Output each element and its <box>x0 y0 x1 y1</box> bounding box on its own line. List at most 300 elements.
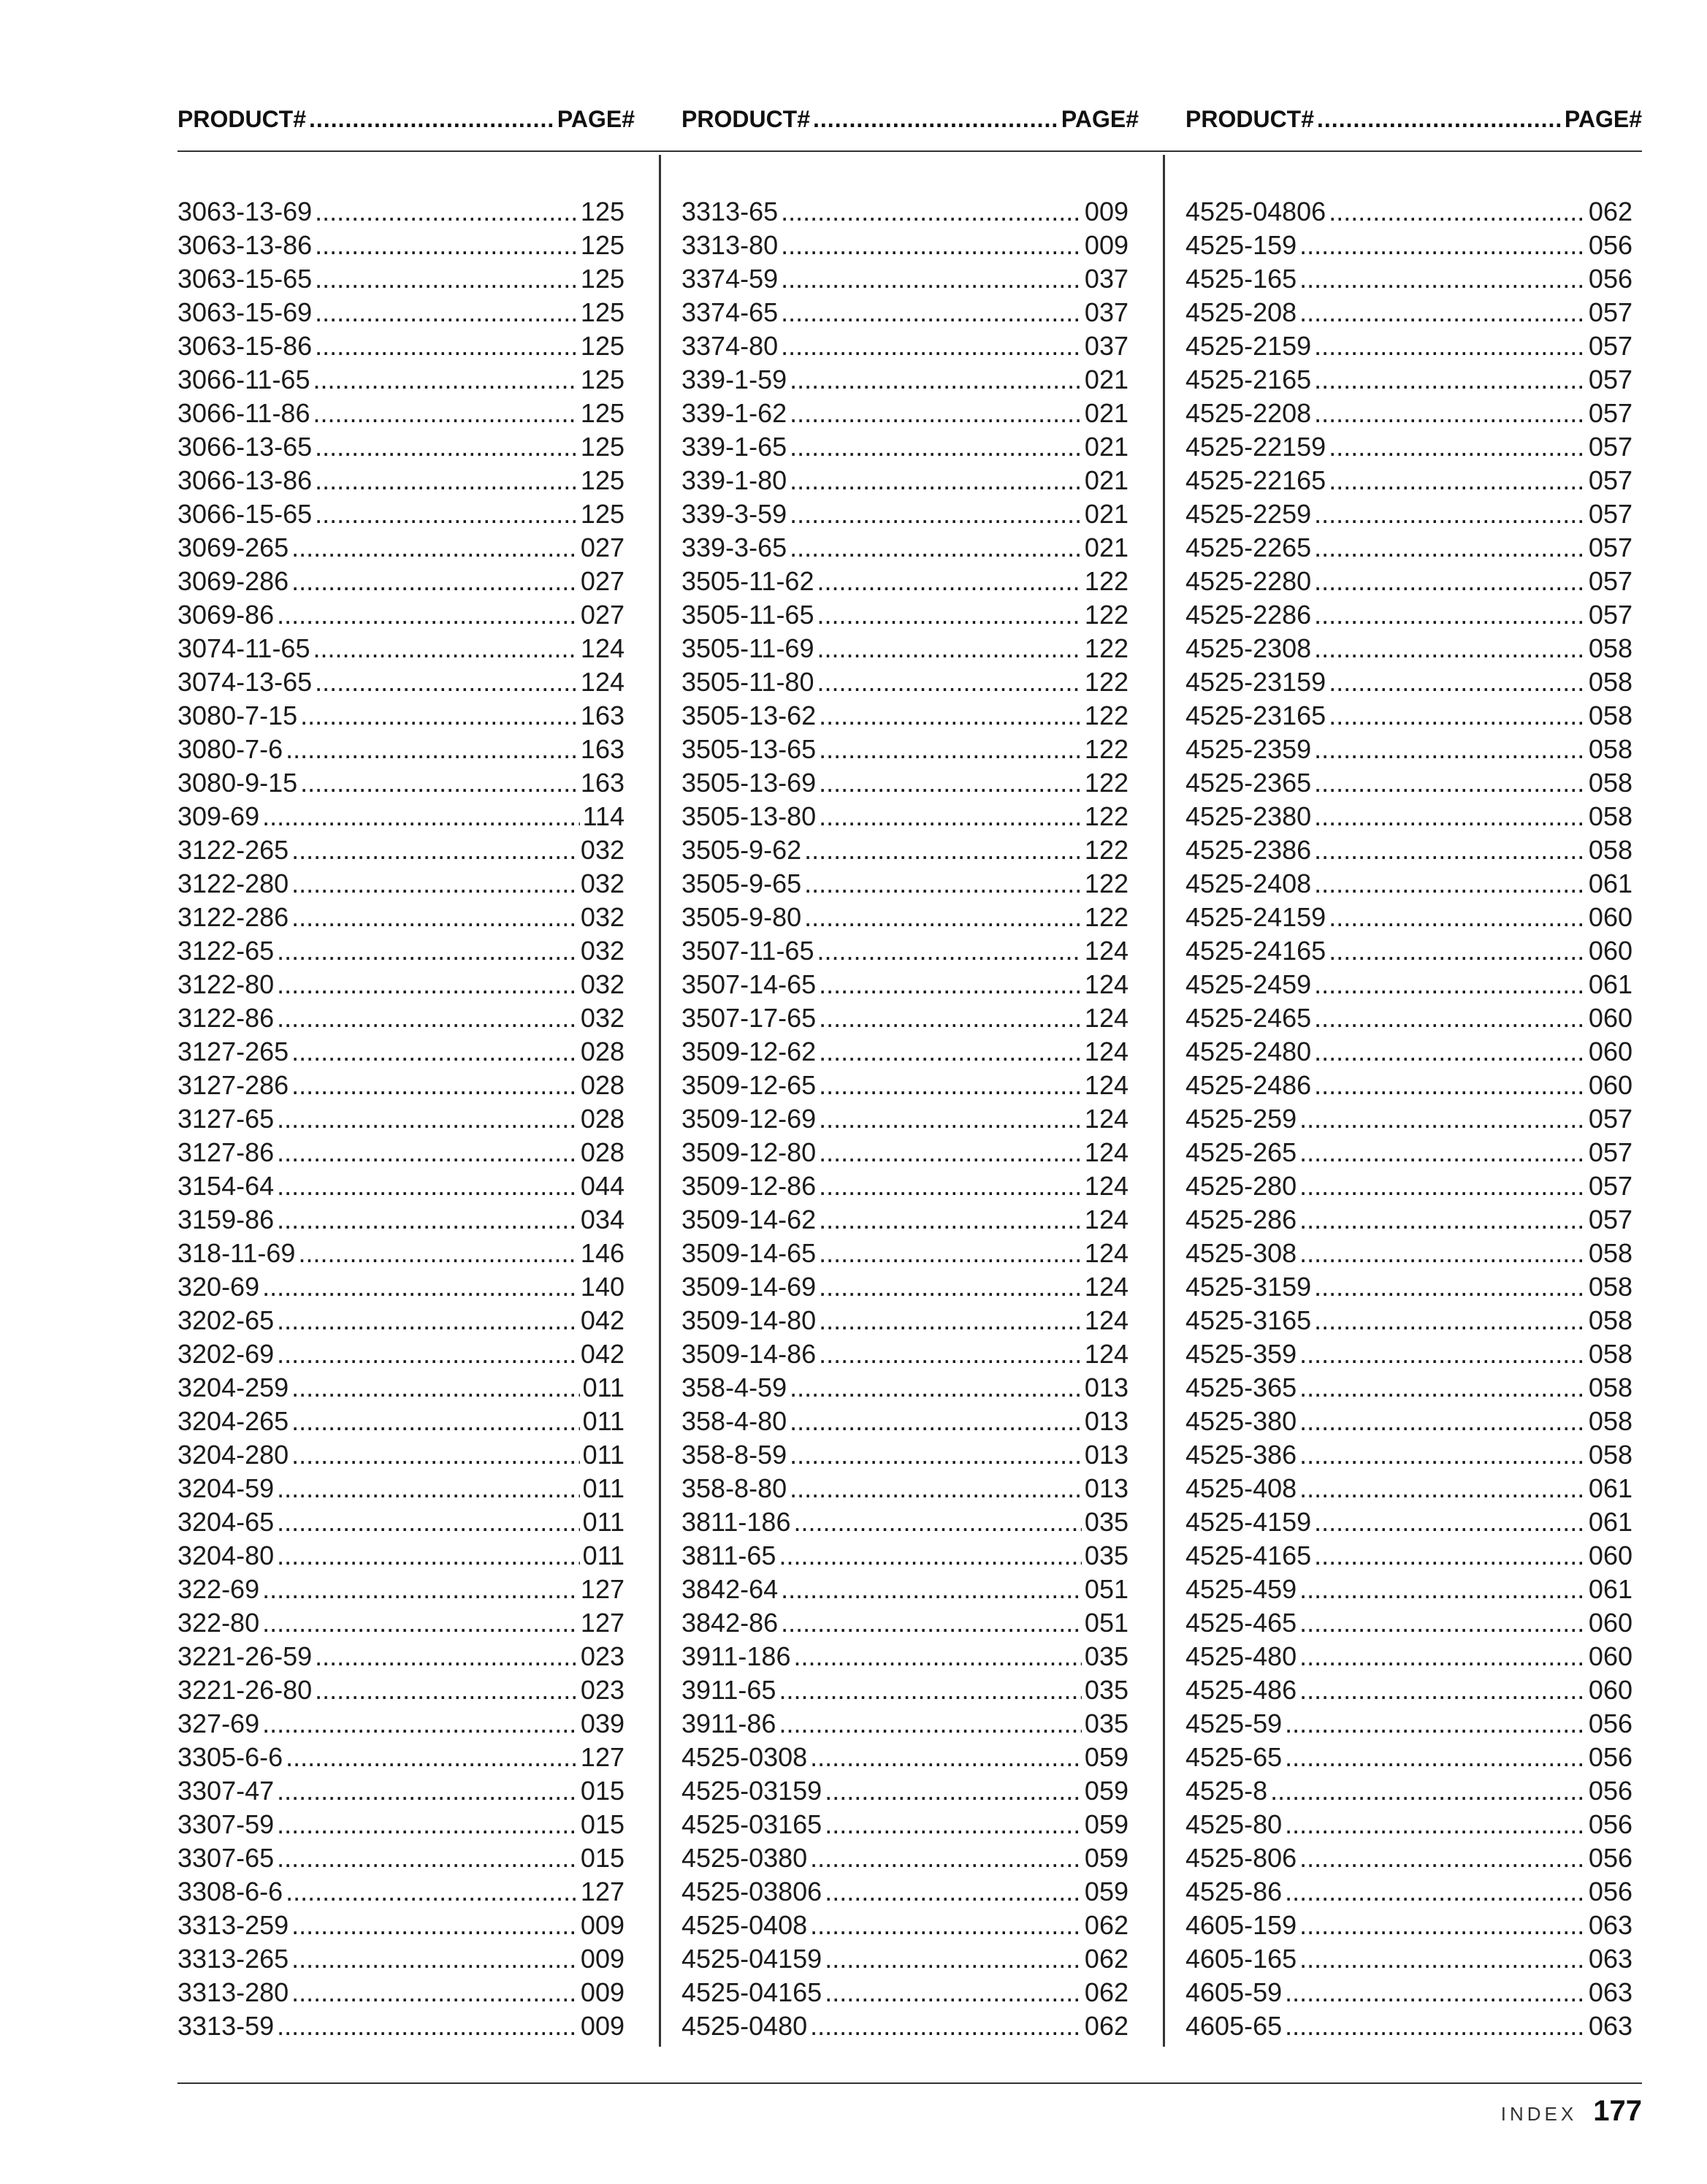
index-entry <box>1185 430 1632 464</box>
index-entry <box>1185 1673 1632 1707</box>
product-number: 3063-15-69 <box>177 297 313 327</box>
product-number: 4525-465 <box>1185 1608 1297 1638</box>
leader-dots <box>790 363 1082 397</box>
product-number: 3202-65 <box>177 1305 275 1335</box>
product-number: 322-69 <box>177 1574 260 1604</box>
leader-dots <box>313 363 577 397</box>
index-entry <box>681 329 1129 363</box>
product-number: 4525-259 <box>1185 1104 1297 1134</box>
product-number: 358-4-80 <box>681 1406 787 1436</box>
product-number: 4525-24159 <box>1185 902 1326 932</box>
product-number: 3505-13-62 <box>681 700 817 730</box>
page-reference: 009 <box>1084 196 1129 226</box>
leader-dots <box>779 1707 1081 1741</box>
product-number: 4525-380 <box>1185 1406 1297 1436</box>
product-number: 3122-286 <box>177 902 289 932</box>
index-entry <box>1185 733 1632 766</box>
page-reference: 057 <box>1588 398 1632 428</box>
page-reference: 163 <box>580 734 625 764</box>
page-reference: 057 <box>1588 432 1632 462</box>
page-reference: 013 <box>1084 1372 1129 1402</box>
page-reference: 125 <box>580 297 625 327</box>
index-entry <box>1185 1741 1632 1774</box>
product-number: 4605-159 <box>1185 1910 1297 1940</box>
product-number: 3204-259 <box>177 1372 289 1402</box>
leader-dots <box>315 229 578 262</box>
leader-dots <box>1329 934 1586 968</box>
index-entry <box>681 733 1129 766</box>
leader-dots <box>1329 195 1586 229</box>
page-reference: 023 <box>580 1675 625 1705</box>
product-number: 3204-65 <box>177 1507 275 1537</box>
index-entry <box>1185 531 1632 565</box>
index-entry <box>681 1942 1129 1976</box>
page-number-heading: PAGE# <box>1061 105 1139 132</box>
index-entry <box>1185 1270 1632 1304</box>
leader-dots <box>1314 1069 1586 1102</box>
product-number: 339-3-59 <box>681 499 787 529</box>
leader-dots <box>277 1841 578 1875</box>
product-number: 4525-2208 <box>1185 398 1312 428</box>
product-number: 3505-9-65 <box>681 868 802 898</box>
product-number: 3509-14-80 <box>681 1305 817 1335</box>
page-reference: 059 <box>1084 1776 1129 1806</box>
index-entry <box>681 1371 1129 1405</box>
product-number: 3374-59 <box>681 264 779 294</box>
index-entry <box>1185 1875 1632 1909</box>
page-reference: 028 <box>580 1070 625 1100</box>
index-entry <box>177 833 625 867</box>
leader-dots <box>810 1741 1082 1774</box>
leader-dots <box>1299 1841 1586 1875</box>
page-reference: 125 <box>580 196 625 226</box>
leader-dots <box>781 1573 1082 1606</box>
index-entry <box>681 1673 1129 1707</box>
product-number-heading: PRODUCT# <box>1185 105 1315 132</box>
product-number: 3202-69 <box>177 1339 275 1369</box>
page-reference: 057 <box>1588 1137 1632 1167</box>
product-number: 4525-0380 <box>681 1843 808 1873</box>
index-entry <box>1185 464 1632 497</box>
index-entry <box>681 1035 1129 1069</box>
index-entry <box>177 195 625 229</box>
page-reference: 021 <box>1084 532 1129 562</box>
index-entry <box>1185 867 1632 901</box>
page-reference: 009 <box>580 2011 625 2041</box>
page-reference: 035 <box>1084 1675 1129 1705</box>
index-entry <box>177 699 625 733</box>
index-column-2 <box>681 195 1129 2043</box>
leader-dots <box>315 1640 578 1673</box>
page-reference: 011 <box>582 1406 625 1436</box>
leader-dots <box>819 1337 1082 1371</box>
page-reference: 021 <box>1084 499 1129 529</box>
product-number: 4525-3159 <box>1185 1272 1312 1302</box>
index-entry <box>681 1337 1129 1371</box>
leader-dots <box>262 1707 578 1741</box>
page-reference: 124 <box>1084 1305 1129 1335</box>
index-entry <box>177 1774 625 1808</box>
page-reference: 056 <box>1588 1776 1632 1806</box>
index-entry <box>1185 329 1632 363</box>
page-reference: 009 <box>580 1977 625 2007</box>
page-reference: 122 <box>1084 902 1129 932</box>
leader-dots <box>804 833 1082 867</box>
leader-dots <box>1299 262 1586 296</box>
index-entry <box>681 934 1129 968</box>
index-entry <box>177 464 625 497</box>
page-reference: 063 <box>1588 2011 1632 2041</box>
leader-dots <box>277 1337 578 1371</box>
leader-dots <box>291 1405 579 1438</box>
leader-dots <box>1314 800 1586 833</box>
product-number: 358-8-80 <box>681 1473 787 1503</box>
index-entry <box>1185 1237 1632 1270</box>
page-reference: 062 <box>1084 2011 1129 2041</box>
page-reference: 124 <box>1084 1104 1129 1134</box>
leader-dots <box>277 1774 578 1808</box>
index-entry <box>681 1505 1129 1539</box>
product-number: 4525-24165 <box>1185 936 1326 966</box>
product-number: 4525-03159 <box>681 1776 822 1806</box>
product-number: 4525-4159 <box>1185 1507 1312 1537</box>
index-entry <box>1185 1169 1632 1203</box>
leader-dots <box>277 1102 578 1136</box>
index-entry <box>177 296 625 329</box>
product-number: 3063-13-86 <box>177 230 313 260</box>
page-reference: 061 <box>1588 1473 1632 1503</box>
index-entry <box>177 430 625 464</box>
product-number: 4525-22159 <box>1185 432 1326 462</box>
leader-dots <box>825 1774 1082 1808</box>
page-reference: 057 <box>1588 1104 1632 1134</box>
index-entry <box>1185 497 1632 531</box>
index-entry <box>177 1875 625 1909</box>
index-entry <box>681 598 1129 632</box>
index-entry <box>681 1573 1129 1606</box>
leader-dots <box>315 262 578 296</box>
leader-dots <box>300 766 578 800</box>
page-reference: 015 <box>580 1776 625 1806</box>
page-reference: 057 <box>1588 1171 1632 1201</box>
index-entry <box>681 1102 1129 1136</box>
page-reference: 058 <box>1588 1406 1632 1436</box>
page-reference: 058 <box>1588 734 1632 764</box>
index-entry <box>681 531 1129 565</box>
leader-dots <box>1314 1270 1586 1304</box>
product-number-heading: PRODUCT# <box>681 105 811 132</box>
leader-dots <box>1299 1573 1586 1606</box>
index-entry <box>1185 1405 1632 1438</box>
page-reference: 063 <box>1588 1910 1632 1940</box>
index-entry <box>177 1606 625 1640</box>
page-reference: 146 <box>580 1238 625 1268</box>
page-reference: 011 <box>582 1540 625 1570</box>
index-entry <box>177 1841 625 1875</box>
leader-dots <box>1314 565 1586 598</box>
index-entry <box>681 1304 1129 1337</box>
leader-dots <box>1314 363 1586 397</box>
leader-dots <box>277 1472 579 1505</box>
index-entry <box>1185 1001 1632 1035</box>
section-label: INDEX <box>1500 2103 1578 2125</box>
page-reference: 009 <box>1084 230 1129 260</box>
index-entry <box>177 1505 625 1539</box>
index-entry <box>681 1203 1129 1237</box>
product-number: 3307-65 <box>177 1843 275 1873</box>
leader-dots <box>1314 1035 1586 1069</box>
leader-dots <box>315 665 578 699</box>
index-entry <box>177 1337 625 1371</box>
index-entry <box>1185 397 1632 430</box>
leader-dots <box>1314 766 1586 800</box>
leader-dots <box>817 934 1081 968</box>
product-number: 3127-286 <box>177 1070 289 1100</box>
index-entry <box>681 229 1129 262</box>
index-entry <box>681 1539 1129 1573</box>
page-reference: 061 <box>1588 868 1632 898</box>
leader-dots <box>790 1405 1082 1438</box>
page-reference: 060 <box>1588 1070 1632 1100</box>
index-entry <box>177 1001 625 1035</box>
index-entry <box>177 497 625 531</box>
page-reference: 009 <box>580 1944 625 1974</box>
index-entry <box>681 1438 1129 1472</box>
page-reference: 021 <box>1084 364 1129 394</box>
leader-dots <box>1329 665 1586 699</box>
page-reference: 060 <box>1588 936 1632 966</box>
product-number: 4525-308 <box>1185 1238 1297 1268</box>
footer-divider <box>177 2082 1642 2084</box>
leader-dots <box>277 598 578 632</box>
product-number: 3509-14-62 <box>681 1204 817 1234</box>
page-reference: 125 <box>580 432 625 462</box>
leader-dots <box>781 195 1082 229</box>
page-reference: 125 <box>580 364 625 394</box>
leader-dots <box>819 699 1082 733</box>
product-number: 3066-11-65 <box>177 364 310 394</box>
index-entry <box>1185 1606 1632 1640</box>
leader-dots <box>1314 1304 1586 1337</box>
product-number: 3507-11-65 <box>681 936 814 966</box>
leader-dots <box>810 1841 1082 1875</box>
leader-dots <box>810 2009 1082 2043</box>
index-entry <box>1185 1774 1632 1808</box>
index-entry <box>681 1405 1129 1438</box>
product-number: 3122-80 <box>177 969 275 999</box>
index-entry <box>177 1371 625 1405</box>
page-reference: 058 <box>1588 633 1632 663</box>
page-reference: 060 <box>1588 1641 1632 1671</box>
leader-dots <box>819 1102 1082 1136</box>
product-number: 4525-59 <box>1185 1708 1283 1738</box>
index-entry <box>177 632 625 665</box>
leader-dots <box>793 1640 1081 1673</box>
product-number: 3204-59 <box>177 1473 275 1503</box>
product-number: 3305-6-6 <box>177 1742 283 1772</box>
product-number: 3313-59 <box>177 2011 275 2041</box>
page-reference: 125 <box>580 465 625 495</box>
product-number: 3505-11-62 <box>681 566 814 596</box>
product-number: 3507-14-65 <box>681 969 817 999</box>
page-reference: 057 <box>1588 566 1632 596</box>
page-reference: 011 <box>582 1473 625 1503</box>
product-number: 4525-8 <box>1185 1776 1268 1806</box>
page-reference: 057 <box>1588 331 1632 361</box>
leader-dots <box>1299 1337 1586 1371</box>
product-number: 4525-2365 <box>1185 768 1312 798</box>
leader-dots <box>1285 1741 1586 1774</box>
product-number: 4525-4165 <box>1185 1540 1312 1570</box>
index-entry <box>1185 1371 1632 1405</box>
page-reference: 127 <box>580 1574 625 1604</box>
page-reference: 124 <box>1084 1003 1129 1033</box>
page-reference: 032 <box>580 936 625 966</box>
index-entry <box>1185 800 1632 833</box>
page-reference: 042 <box>580 1305 625 1335</box>
leader-dots <box>1299 296 1586 329</box>
page-reference: 127 <box>580 1742 625 1772</box>
product-number: 3313-265 <box>177 1944 289 1974</box>
leader-dots <box>781 296 1082 329</box>
leader-dots <box>819 1001 1082 1035</box>
index-entry <box>681 1270 1129 1304</box>
page-reference: 057 <box>1588 364 1632 394</box>
leader-dots <box>817 665 1081 699</box>
product-number: 3505-9-62 <box>681 835 802 865</box>
leader-dots <box>813 106 1058 133</box>
product-number: 309-69 <box>177 801 260 831</box>
product-number: 3122-86 <box>177 1003 275 1033</box>
product-number: 4525-459 <box>1185 1574 1297 1604</box>
product-number: 4525-2486 <box>1185 1070 1312 1100</box>
leader-dots <box>1329 699 1586 733</box>
product-number: 4525-2386 <box>1185 835 1312 865</box>
index-entry <box>177 329 625 363</box>
product-number: 3080-7-6 <box>177 734 283 764</box>
page-reference: 063 <box>1588 1944 1632 1974</box>
product-number: 4525-359 <box>1185 1339 1297 1369</box>
page-reference: 058 <box>1588 768 1632 798</box>
product-number: 4525-2165 <box>1185 364 1312 394</box>
page-reference: 011 <box>582 1507 625 1537</box>
leader-dots <box>277 1136 578 1169</box>
product-number: 3307-59 <box>177 1809 275 1839</box>
leader-dots <box>1299 1405 1586 1438</box>
product-number: 3811-65 <box>681 1540 776 1570</box>
product-number: 3313-65 <box>681 196 779 226</box>
leader-dots <box>291 1371 579 1405</box>
page-reference: 063 <box>1588 1977 1632 2007</box>
leader-dots <box>1299 1640 1586 1673</box>
leader-dots <box>313 632 577 665</box>
product-number: 3509-14-69 <box>681 1272 817 1302</box>
product-number: 3505-11-80 <box>681 667 814 697</box>
page-reference: 140 <box>580 1272 625 1302</box>
index-entry <box>681 901 1129 934</box>
header-divider <box>177 150 1642 152</box>
leader-dots <box>819 1270 1082 1304</box>
page-reference: 163 <box>580 700 625 730</box>
index-entry <box>681 1875 1129 1909</box>
product-number: 4525-280 <box>1185 1171 1297 1201</box>
leader-dots <box>1314 1001 1586 1035</box>
page-reference: 060 <box>1588 1036 1632 1066</box>
leader-dots <box>277 1539 579 1573</box>
index-entry <box>1185 1841 1632 1875</box>
product-number: 4525-0408 <box>681 1910 808 1940</box>
product-number: 3080-9-15 <box>177 768 298 798</box>
page-reference: 124 <box>1084 1036 1129 1066</box>
page-reference: 058 <box>1588 1238 1632 1268</box>
index-entry <box>681 867 1129 901</box>
leader-dots <box>277 1808 578 1841</box>
leader-dots <box>277 968 578 1001</box>
leader-dots <box>779 1673 1081 1707</box>
index-entry <box>1185 934 1632 968</box>
product-number: 3159-86 <box>177 1204 275 1234</box>
leader-dots <box>1299 229 1586 262</box>
index-entry <box>177 901 625 934</box>
page-number-heading: PAGE# <box>1564 105 1642 132</box>
product-number: 4605-165 <box>1185 1944 1297 1974</box>
product-number: 3509-12-65 <box>681 1070 817 1100</box>
product-number: 4525-408 <box>1185 1473 1297 1503</box>
page-reference: 032 <box>580 902 625 932</box>
page-reference: 058 <box>1588 667 1632 697</box>
index-entry <box>1185 296 1632 329</box>
product-number: 3911-86 <box>681 1708 776 1738</box>
index-entry <box>1185 195 1632 229</box>
page-reference: 122 <box>1084 868 1129 898</box>
product-number: 3505-11-65 <box>681 600 814 630</box>
index-entry <box>1185 1035 1632 1069</box>
leader-dots <box>1314 1539 1586 1573</box>
page-reference: 056 <box>1588 1809 1632 1839</box>
leader-dots <box>804 901 1082 934</box>
product-number: 4525-03806 <box>681 1876 822 1906</box>
page-reference: 060 <box>1588 902 1632 932</box>
page-reference: 035 <box>1084 1507 1129 1537</box>
index-entry <box>177 397 625 430</box>
index-entry <box>681 1001 1129 1035</box>
page-reference: 058 <box>1588 700 1632 730</box>
product-number: 3069-286 <box>177 566 289 596</box>
page-reference: 058 <box>1588 801 1632 831</box>
page-reference: 051 <box>1084 1574 1129 1604</box>
page-reference: 058 <box>1588 1339 1632 1369</box>
page-reference: 028 <box>580 1104 625 1134</box>
leader-dots <box>291 901 578 934</box>
product-number: 358-8-59 <box>681 1440 787 1470</box>
index-entry <box>177 1237 625 1270</box>
leader-dots <box>825 1976 1082 2009</box>
page-reference: 122 <box>1084 801 1129 831</box>
index-entry <box>681 766 1129 800</box>
index-entry <box>177 1976 625 2009</box>
index-entry <box>1185 1573 1632 1606</box>
page-reference: 056 <box>1588 1742 1632 1772</box>
leader-dots <box>790 1472 1082 1505</box>
product-number: 3505-13-65 <box>681 734 817 764</box>
index-entry <box>681 1909 1129 1942</box>
leader-dots <box>1285 1875 1586 1909</box>
page-reference: 125 <box>580 499 625 529</box>
page-reference: 062 <box>1084 1944 1129 1974</box>
index-entry <box>681 430 1129 464</box>
page-reference: 122 <box>1084 600 1129 630</box>
index-entry <box>681 262 1129 296</box>
